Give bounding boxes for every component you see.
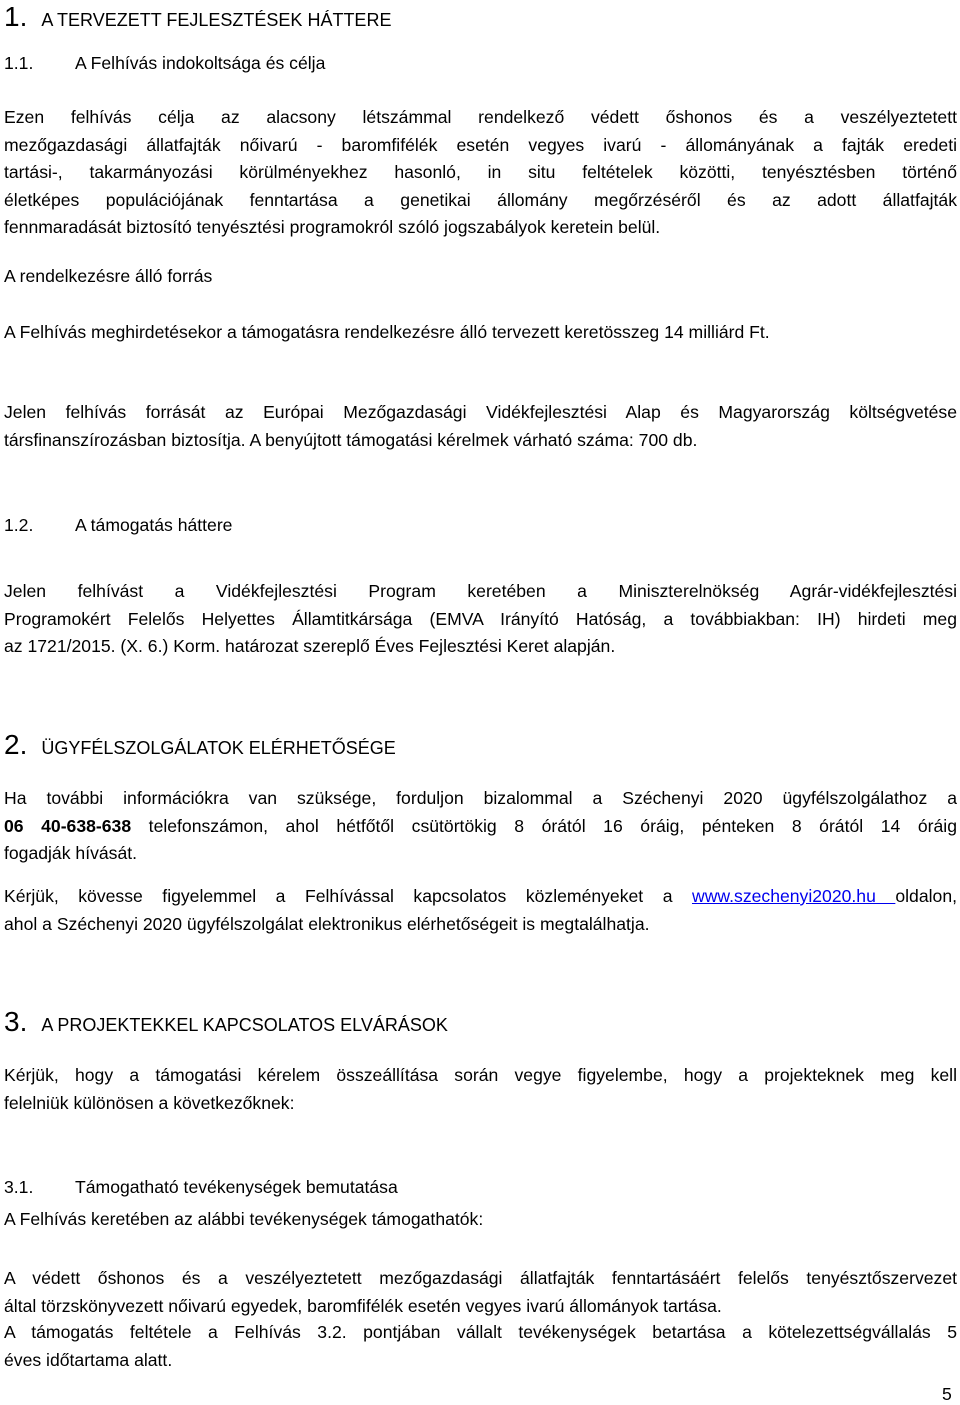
paragraph-line: fogadják hívását.: [4, 843, 138, 863]
paragraph-purpose: [4, 104, 957, 242]
paragraph-line: Ha további információkra van szüksége, forduljon bizalommal a Széchenyi 2020 ügyfélszolgálathoz a: [4, 788, 957, 808]
page-number: 5: [942, 1384, 952, 1404]
section-1-2-number: 1.2.: [4, 515, 34, 535]
section-3-title: A PROJEKTEKKEL KAPCSOLATOS ELVÁRÁSOK: [41, 1015, 448, 1035]
section-3-heading: [4, 1006, 448, 1038]
paragraph-line: Jelen felhívást a Vidékfejlesztési Program keretében a Miniszterelnökség Agrár-vidékfejlesztési: [4, 581, 957, 601]
phone-number: 06 40-638-638: [4, 815, 132, 836]
section-1-1-heading: [4, 50, 33, 78]
paragraph-line: [4, 883, 957, 911]
paragraph-line: mezőgazdasági állatfajták nőivarú - baromfifélék esetén vegyes ivarú - állományának a fajták eredeti: [4, 134, 957, 155]
section-2-number: 2.: [4, 729, 28, 760]
paragraph-line: [4, 813, 957, 841]
section-1-title: A TERVEZETT FEJLESZTÉSEK HÁTTERE: [41, 10, 392, 30]
paragraph-budget: A Felhívás meghirdetésekor a támogatásra rendelkezésre álló tervezett keretösszeg 14 milliárd Ft.: [4, 322, 770, 342]
section-3-1-number: 3.1.: [4, 1177, 34, 1197]
section-1-number: 1.: [4, 1, 28, 32]
section-1-heading: [4, 1, 391, 33]
paragraph-support-condition: [4, 1319, 957, 1374]
paragraph-line: A támogatás feltétele a Felhívás 3.2. pontjában vállalt tevékenységek betartása a kötelezettségvállalás 5: [4, 1322, 957, 1342]
paragraph-line: által törzskönyvezett nőivarú egyedek, baromfifélék esetén vegyes ivarú állományok tartása.: [4, 1295, 722, 1316]
subheading-available-funds: A rendelkezésre álló forrás: [4, 266, 213, 286]
paragraph-line: ahol a Széchenyi 2020 ügyfélszolgálat elektronikus elérhetőségeit is megtalálhatja.: [4, 913, 650, 934]
paragraph-line: Jelen felhívás forrását az Európai Mezőgazdasági Vidékfejlesztési Alap és Magyarország költségvetése: [4, 402, 957, 422]
section-1-1-number: 1.1.: [4, 53, 34, 73]
szechenyi2020-link[interactable]: www.szechenyi2020.hu: [691, 886, 896, 906]
paragraph-website: [4, 883, 957, 938]
paragraph-funding-source: [4, 399, 957, 454]
paragraph-line: felelniük különösen a következőknek:: [4, 1092, 295, 1113]
paragraph-line: az 1721/2015. (X. 6.) Korm. határozat szereplő Éves Fejlesztési Keret alapján.: [4, 636, 616, 656]
paragraph-line: társfinanszírozásban biztosítja. A benyújtott támogatási kérelmek várható száma: 700 db.: [4, 429, 698, 450]
paragraph-support-background: [4, 578, 957, 661]
paragraph-line: életképes populációjának fenntartása a genetikai állomány megőrzéséről és az adott állatfajták: [4, 189, 957, 210]
paragraph-line: Ezen felhívás célja az alacsony létszámmal rendelkező védett őshonos és a veszélyeztetett: [4, 107, 957, 127]
section-2-heading: [4, 729, 396, 761]
paragraph-project-requirements: [4, 1062, 957, 1117]
paragraph-text: Kérjük, kövesse figyelemmel a Felhívással kapcsolatos közleményeket a: [4, 886, 692, 906]
section-3-1-title: Támogatható tevékenységek bemutatása: [75, 1177, 398, 1197]
paragraph-line: fennmaradását biztosító tenyésztési programokról szóló jogszabályok keretein belül.: [4, 217, 661, 237]
paragraph-customer-service: [4, 785, 957, 868]
paragraph-line: Programokért Felelős Helyettes Államtitkársága (EMVA Irányító Hatóság, a továbbiakban: IH) hirdeti meg: [4, 608, 957, 629]
paragraph-line: Kérjük, hogy a támogatási kérelem összeállítása során vegye figyelembe, hogy a projekteknek meg kell: [4, 1065, 957, 1085]
paragraph-text: oldalon,: [895, 886, 957, 906]
paragraph-line: A védett őshonos és a veszélyeztetett mezőgazdasági állatfajták fenntartásáért felelős tenyésztőszervezet: [4, 1268, 957, 1288]
paragraph-text: telefonszámon, ahol hétfőtől csütörtökig 8 órától 16 óráig, pénteken 8 órától 14 óráig: [131, 815, 957, 836]
paragraph-line: tartási-, takarmányozási körülményekhez hasonló, in situ feltételek közötti, tenyésztésben történő: [4, 162, 957, 182]
section-1-2-title: A támogatás háttere: [75, 515, 233, 535]
paragraph-activities-intro: A Felhívás keretében az alábbi tevékenységek támogathatók:: [4, 1209, 484, 1229]
paragraph-line: éves időtartama alatt.: [4, 1349, 173, 1370]
section-1-1-title: A Felhívás indokoltsága és célja: [75, 53, 326, 73]
section-3-number: 3.: [4, 1006, 28, 1037]
section-2-title: ÜGYFÉLSZOLGÁLATOK ELÉRHETŐSÉGE: [41, 738, 396, 758]
paragraph-activity-description: [4, 1265, 957, 1320]
